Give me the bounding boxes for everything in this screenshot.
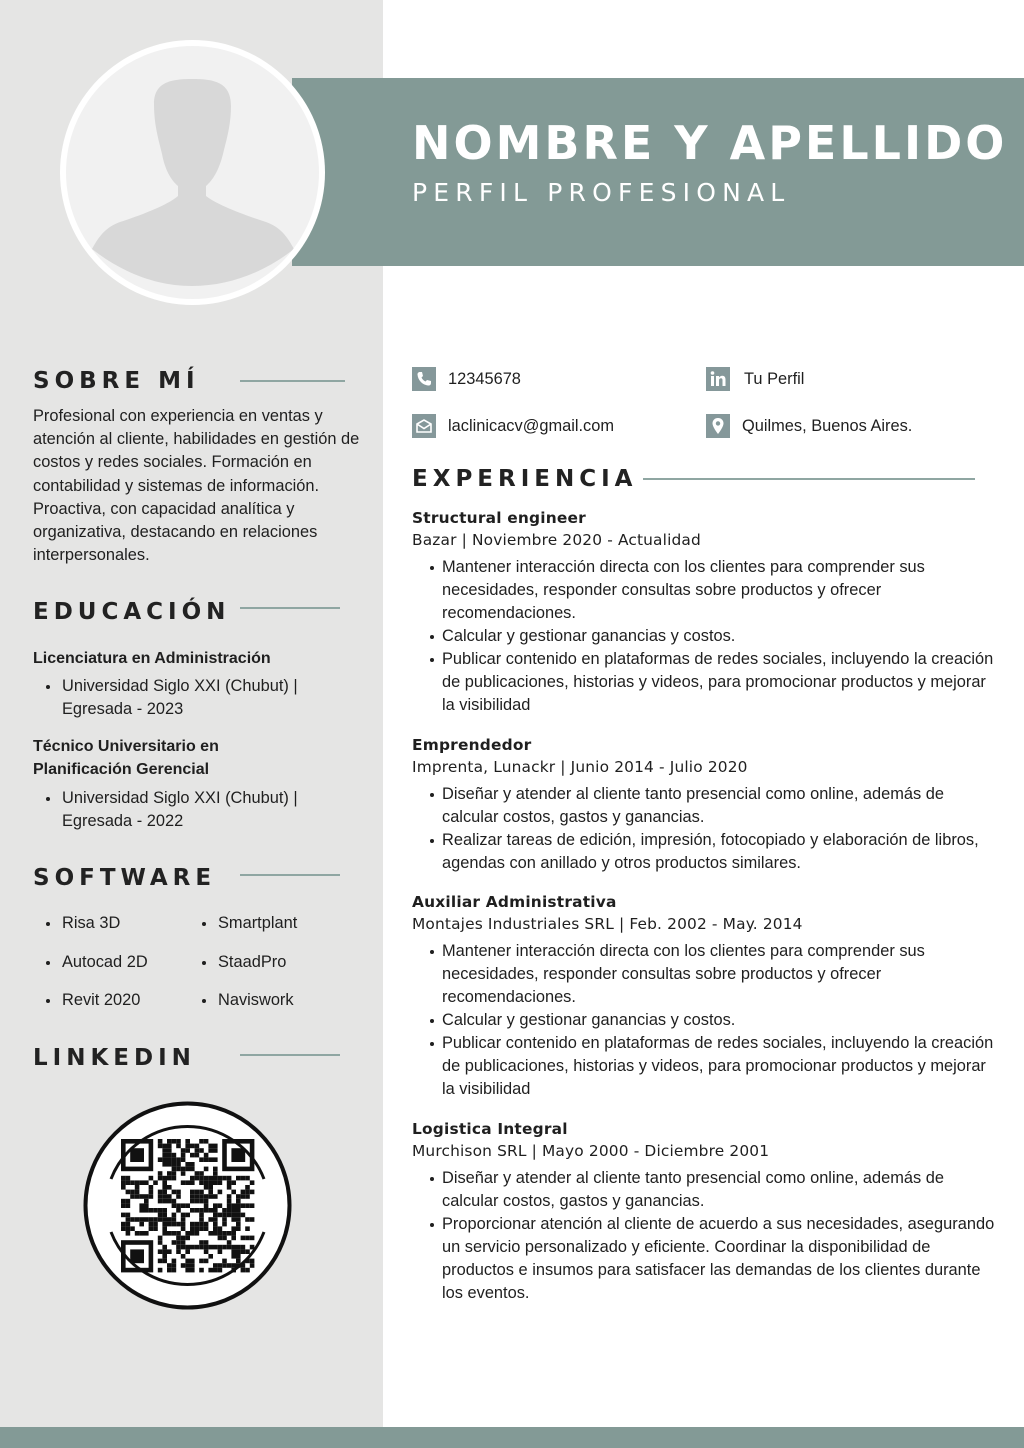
education-section-title: EDUCACIÓN xyxy=(33,599,231,625)
education-detail-list xyxy=(33,787,333,833)
linkedin-divider xyxy=(240,1054,340,1056)
software-divider xyxy=(240,874,340,876)
experience-entry xyxy=(412,507,997,717)
education-degree: Técnico Universitario en Planificación Gerencial xyxy=(33,738,219,778)
education-divider xyxy=(240,607,340,609)
job-duties-list xyxy=(412,783,997,875)
job-company-dates: Murchison SRL | Mayo 2000 - Diciembre 2001 xyxy=(412,1142,770,1160)
job-duty: Diseñar y atender al cliente tanto presencial como online, además de calcular costos, gastos y ganancias. xyxy=(412,783,997,829)
software-item: Risa 3D xyxy=(33,912,120,935)
linkedin-profile-link[interactable]: Tu Perfil xyxy=(744,370,805,388)
job-duty: Mantener interacción directa con los clientes para comprender sus necesidades, responder consultas sobre productos y ofrecer recomendaciones. xyxy=(412,556,997,625)
experience-entry xyxy=(412,891,997,1101)
job-company-dates: Montajes Industriales SRL | Feb. 2002 - May. 2014 xyxy=(412,915,803,933)
experience-entry xyxy=(412,734,997,875)
job-company-dates: Imprenta, Lunackr | Junio 2014 - Julio 2020 xyxy=(412,758,748,776)
software-section-title: SOFTWARE xyxy=(33,865,217,891)
email-icon xyxy=(412,414,436,438)
email-address[interactable]: laclinicacv@gmail.com xyxy=(448,417,615,435)
job-duty: Publicar contenido en plataformas de redes sociales, incluyendo la creación de publicaciones, historias y videos, para promocionar productos y mejorar la visibilidad xyxy=(412,1032,997,1101)
about-divider xyxy=(240,380,345,382)
job-duties-list xyxy=(412,556,997,717)
education-detail-list xyxy=(33,675,333,721)
header-banner xyxy=(292,78,1024,266)
software-item: Smartplant xyxy=(189,912,297,935)
job-duty: Calcular y gestionar ganancias y costos. xyxy=(412,1009,997,1032)
footer-bar xyxy=(0,1427,1024,1448)
job-duty: Diseñar y atender al cliente tanto presencial como online, además de calcular costos, gastos y ganancias. xyxy=(412,1167,997,1213)
job-duty: Publicar contenido en plataformas de redes sociales, incluyendo la creación de publicaciones, historias y videos, para promocionar productos y mejorar la visibilidad xyxy=(412,648,997,717)
about-section-title: SOBRE MÍ xyxy=(33,368,200,394)
professional-profile-subtitle: PERFIL PROFESIONAL xyxy=(412,178,791,207)
job-duties-list xyxy=(412,940,997,1101)
job-duty: Mantener interacción directa con los clientes para comprender sus necesidades, responder consultas sobre productos y ofrecer recomendaciones. xyxy=(412,940,997,1009)
location-pin-icon xyxy=(706,414,730,438)
education-detail: Universidad Siglo XXI (Chubut) | Egresada - 2022 xyxy=(33,787,333,833)
job-title: Structural engineer xyxy=(412,509,586,527)
about-text: Profesional con experiencia en ventas y atención al cliente, habilidades en gestión de costos y redes sociales. Formación en contabilidad y sistemas de información. Proactiva, con capacidad analítica y organizativa, destacando en relaciones interpersonales. xyxy=(33,407,360,565)
software-item: Naviswork xyxy=(189,989,294,1012)
job-duty: Realizar tareas de edición, impresión, fotocopiado y elaboración de libros, agendas con anillado y otros productos similares. xyxy=(412,829,997,875)
job-duty: Proporcionar atención al cliente de acuerdo a sus necesidades, asegurando un servicio personalizado y eficiente. Coordinar la disponibilidad de productos e insumos para satisfacer las demandas de los clientes durante los eventos. xyxy=(412,1213,997,1305)
phone-number[interactable]: 12345678 xyxy=(448,370,521,388)
software-item: Revit 2020 xyxy=(33,989,140,1012)
job-title: Emprendedor xyxy=(412,736,532,754)
location-text: Quilmes, Buenos Aires. xyxy=(742,417,913,435)
full-name: NOMBRE Y APELLIDO xyxy=(412,116,1008,170)
experience-entry xyxy=(412,1118,997,1305)
education-detail: Universidad Siglo XXI (Chubut) | Egresada - 2023 xyxy=(33,675,333,721)
job-title: Logistica Integral xyxy=(412,1120,568,1138)
software-item: Autocad 2D xyxy=(33,951,148,974)
experience-section-title: EXPERIENCIA xyxy=(412,466,638,492)
qr-code-icon[interactable] xyxy=(83,1101,292,1310)
person-silhouette-icon xyxy=(66,46,319,299)
phone-icon xyxy=(412,367,436,391)
education-degree: Licenciatura en Administración xyxy=(33,650,271,667)
job-duties-list xyxy=(412,1167,997,1305)
linkedin-icon xyxy=(706,367,730,391)
software-item: StaadPro xyxy=(189,951,286,974)
experience-divider xyxy=(643,478,975,480)
profile-photo xyxy=(60,40,325,305)
job-duty: Calcular y gestionar ganancias y costos. xyxy=(412,625,997,648)
linkedin-section-title: LINKEDIN xyxy=(33,1045,196,1071)
job-company-dates: Bazar | Noviembre 2020 - Actualidad xyxy=(412,531,701,549)
job-title: Auxiliar Administrativa xyxy=(412,893,617,911)
